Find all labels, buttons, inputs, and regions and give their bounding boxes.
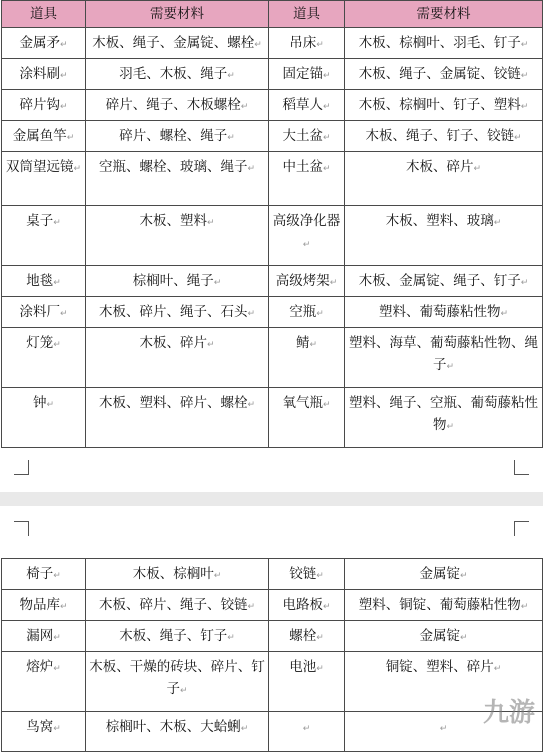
materials-cell: 木板、绳子、钉子↵ xyxy=(86,621,269,652)
materials-cell: 金属锭↵ xyxy=(345,621,543,652)
item-cell: 吊床↵ xyxy=(269,28,345,59)
header-item: 道具 xyxy=(2,1,86,28)
paragraph-mark-icon: ↵ xyxy=(254,40,262,50)
paragraph-mark-icon: ↵ xyxy=(520,71,529,81)
item-cell: 物品库↵ xyxy=(2,590,86,621)
table-row xyxy=(2,621,543,652)
paragraph-mark-icon: ↵ xyxy=(322,133,331,143)
paragraph-mark-icon: ↵ xyxy=(322,602,331,612)
header-materials: 需要材料 xyxy=(345,1,543,28)
paragraph-mark-icon: ↵ xyxy=(316,633,324,643)
item-cell: 大土盆↵ xyxy=(269,121,345,152)
paragraph-mark-icon: ↵ xyxy=(53,218,61,228)
materials-cell: 木板、棕榈叶↵ xyxy=(86,559,269,590)
item-cell: 漏网↵ xyxy=(2,621,86,652)
paragraph-mark-icon: ↵ xyxy=(59,102,68,112)
header-item: 道具 xyxy=(269,1,345,28)
paragraph-mark-icon: ↵ xyxy=(520,602,529,612)
item-cell: 高级烤架↵ xyxy=(269,266,345,297)
paragraph-mark-icon: ↵ xyxy=(520,40,529,50)
paragraph-mark-icon: ↵ xyxy=(227,133,235,143)
page-corner-mark xyxy=(14,460,29,475)
materials-cell: 塑料、铜锭、葡萄藤粘性物↵ xyxy=(345,590,543,621)
materials-cell: 棕榈叶、绳子↵ xyxy=(86,266,269,297)
paragraph-mark-icon: ↵ xyxy=(520,102,529,112)
paragraph-mark-icon: ↵ xyxy=(227,633,235,643)
materials-cell: 木板、绳子、钉子、铰链↵ xyxy=(345,121,543,152)
paragraph-mark-icon: ↵ xyxy=(53,278,61,288)
paragraph-mark-icon: ↵ xyxy=(459,633,468,643)
item-cell: 高级净化器↵ xyxy=(269,206,345,266)
paragraph-mark-icon: ↵ xyxy=(322,71,331,81)
paragraph-mark-icon: ↵ xyxy=(302,240,311,250)
materials-table-2 xyxy=(1,558,543,752)
paragraph-mark-icon: ↵ xyxy=(309,340,318,350)
table-row xyxy=(2,328,543,388)
item-cell: 双筒望远镜↵ xyxy=(2,152,86,206)
paragraph-mark-icon: ↵ xyxy=(213,571,222,581)
paragraph-mark-icon: ↵ xyxy=(53,633,61,643)
item-cell: 涂料刷↵ xyxy=(2,59,86,90)
materials-cell: 木板、干燥的砖块、碎片、钉子↵ xyxy=(86,652,269,712)
item-cell: 涂料厂↵ xyxy=(2,297,86,328)
paragraph-mark-icon: ↵ xyxy=(493,218,502,228)
item-cell: 铰链↵ xyxy=(269,559,345,590)
paragraph-mark-icon: ↵ xyxy=(46,400,55,410)
table-row xyxy=(2,59,543,90)
paragraph-mark-icon: ↵ xyxy=(53,340,61,350)
document-page-2 xyxy=(0,506,543,735)
paragraph-mark-icon: ↵ xyxy=(329,278,338,288)
materials-cell: 棕榈叶、木板、大蛤蜊↵ xyxy=(86,712,269,752)
item-cell: 金属矛↵ xyxy=(2,28,86,59)
page-gap xyxy=(0,492,543,506)
paragraph-mark-icon: ↵ xyxy=(520,278,529,288)
item-cell: 固定锚↵ xyxy=(269,59,345,90)
paragraph-mark-icon: ↵ xyxy=(439,724,448,734)
paragraph-mark-icon: ↵ xyxy=(247,309,256,319)
materials-cell: 铜锭、塑料、碎片↵ xyxy=(345,652,543,712)
paragraph-mark-icon: ↵ xyxy=(59,40,68,50)
item-cell: 椅子↵ xyxy=(2,559,86,590)
paragraph-mark-icon: ↵ xyxy=(53,664,61,674)
materials-cell: 木板、塑料、碎片、螺栓↵ xyxy=(86,388,269,448)
paragraph-mark-icon: ↵ xyxy=(59,309,68,319)
paragraph-mark-icon: ↵ xyxy=(66,133,75,143)
materials-cell: 木板、棕榈叶、羽毛、钉子↵ xyxy=(345,28,543,59)
item-cell: 金属鱼竿↵ xyxy=(2,121,86,152)
materials-cell: 木板、碎片↵ xyxy=(86,328,269,388)
paragraph-mark-icon: ↵ xyxy=(247,400,256,410)
item-cell: 电路板↵ xyxy=(269,590,345,621)
item-cell: 地毯↵ xyxy=(2,266,86,297)
materials-cell: 木板、碎片↵ xyxy=(345,152,543,206)
paragraph-mark-icon: ↵ xyxy=(322,400,331,410)
paragraph-mark-icon: ↵ xyxy=(59,602,68,612)
paragraph-mark-icon: ↵ xyxy=(240,102,249,112)
item-cell: 中土盆↵ xyxy=(269,152,345,206)
table-row xyxy=(2,206,543,266)
materials-cell: 塑料、海草、葡萄藤粘性物、绳子↵ xyxy=(345,328,543,388)
table-row xyxy=(2,121,543,152)
item-cell: 电池↵ xyxy=(269,652,345,712)
table-row xyxy=(2,266,543,297)
item-cell: 鲭↵ xyxy=(269,328,345,388)
materials-cell: 木板、绳子、金属锭、螺栓↵ xyxy=(86,28,269,59)
paragraph-mark-icon: ↵ xyxy=(247,164,256,174)
item-cell: 碎片钩↵ xyxy=(2,90,86,121)
paragraph-mark-icon: ↵ xyxy=(53,724,61,734)
item-cell: 鸟窝↵ xyxy=(2,712,86,752)
paragraph-mark-icon: ↵ xyxy=(316,40,324,50)
materials-cell: 塑料、葡萄藤粘性物↵ xyxy=(345,297,543,328)
table-row xyxy=(2,90,543,121)
paragraph-mark-icon: ↵ xyxy=(513,133,522,143)
materials-cell: 碎片、螺栓、绳子↵ xyxy=(86,121,269,152)
table-row xyxy=(2,652,543,712)
item-cell: 灯笼↵ xyxy=(2,328,86,388)
paragraph-mark-icon: ↵ xyxy=(206,218,215,228)
materials-cell: 金属锭↵ xyxy=(345,559,543,590)
watermark-logo: 九游 xyxy=(482,698,535,728)
header-materials: 需要材料 xyxy=(86,1,269,28)
paragraph-mark-icon: ↵ xyxy=(227,71,235,81)
paragraph-mark-icon: ↵ xyxy=(73,164,82,174)
materials-table-1 xyxy=(1,0,543,448)
item-cell: 熔炉↵ xyxy=(2,652,86,712)
paragraph-mark-icon: ↵ xyxy=(53,571,61,581)
page-corner-mark xyxy=(14,521,29,536)
paragraph-mark-icon: ↵ xyxy=(59,71,68,81)
page-corner-mark xyxy=(514,460,529,475)
materials-cell: 空瓶、螺栓、玻璃、绳子↵ xyxy=(86,152,269,206)
paragraph-mark-icon: ↵ xyxy=(493,664,502,674)
materials-cell: 碎片、绳子、木板螺栓↵ xyxy=(86,90,269,121)
materials-cell: 木板、棕榈叶、钉子、塑料↵ xyxy=(345,90,543,121)
paragraph-mark-icon: ↵ xyxy=(213,278,222,288)
paragraph-mark-icon: ↵ xyxy=(500,309,509,319)
materials-cell: 木板、金属锭、绳子、钉子↵ xyxy=(345,266,543,297)
paragraph-mark-icon: ↵ xyxy=(322,102,331,112)
paragraph-mark-icon: ↵ xyxy=(322,164,331,174)
paragraph-mark-icon: ↵ xyxy=(240,724,249,734)
paragraph-mark-icon: ↵ xyxy=(247,602,256,612)
paragraph-mark-icon: ↵ xyxy=(206,340,215,350)
table-row xyxy=(2,559,543,590)
paragraph-mark-icon: ↵ xyxy=(459,571,468,581)
paragraph-mark-icon: ↵ xyxy=(446,362,455,372)
paragraph-mark-icon: ↵ xyxy=(446,422,455,432)
item-cell: 空瓶↵ xyxy=(269,297,345,328)
item-cell xyxy=(269,712,345,752)
table-row xyxy=(2,152,543,206)
table-row xyxy=(2,590,543,621)
table-row xyxy=(2,388,543,448)
item-cell: 稻草人↵ xyxy=(269,90,345,121)
table-row xyxy=(2,28,543,59)
materials-cell: 木板、塑料、玻璃↵ xyxy=(345,206,543,266)
materials-cell: 塑料、绳子、空瓶、葡萄藤粘性物↵ xyxy=(345,388,543,448)
materials-cell: 羽毛、木板、绳子↵ xyxy=(86,59,269,90)
paragraph-mark-icon: ↵ xyxy=(316,309,324,319)
paragraph-mark-icon: ↵ xyxy=(302,724,311,734)
materials-cell: 木板、塑料↵ xyxy=(86,206,269,266)
materials-cell: 木板、碎片、绳子、铰链↵ xyxy=(86,590,269,621)
item-cell: 氧气瓶↵ xyxy=(269,388,345,448)
materials-cell: 木板、碎片、绳子、石头↵ xyxy=(86,297,269,328)
item-cell: 钟↵ xyxy=(2,388,86,448)
item-cell: 螺栓↵ xyxy=(269,621,345,652)
item-cell: 桌子↵ xyxy=(2,206,86,266)
materials-cell: 木板、绳子、金属锭、铰链↵ xyxy=(345,59,543,90)
table-row xyxy=(2,712,543,752)
paragraph-mark-icon: ↵ xyxy=(316,664,324,674)
paragraph-mark-icon: ↵ xyxy=(473,164,482,174)
page-corner-mark xyxy=(514,521,529,536)
table-header-row xyxy=(2,1,543,28)
paragraph-mark-icon: ↵ xyxy=(179,686,188,696)
paragraph-mark-icon: ↵ xyxy=(316,571,324,581)
table-row xyxy=(2,297,543,328)
